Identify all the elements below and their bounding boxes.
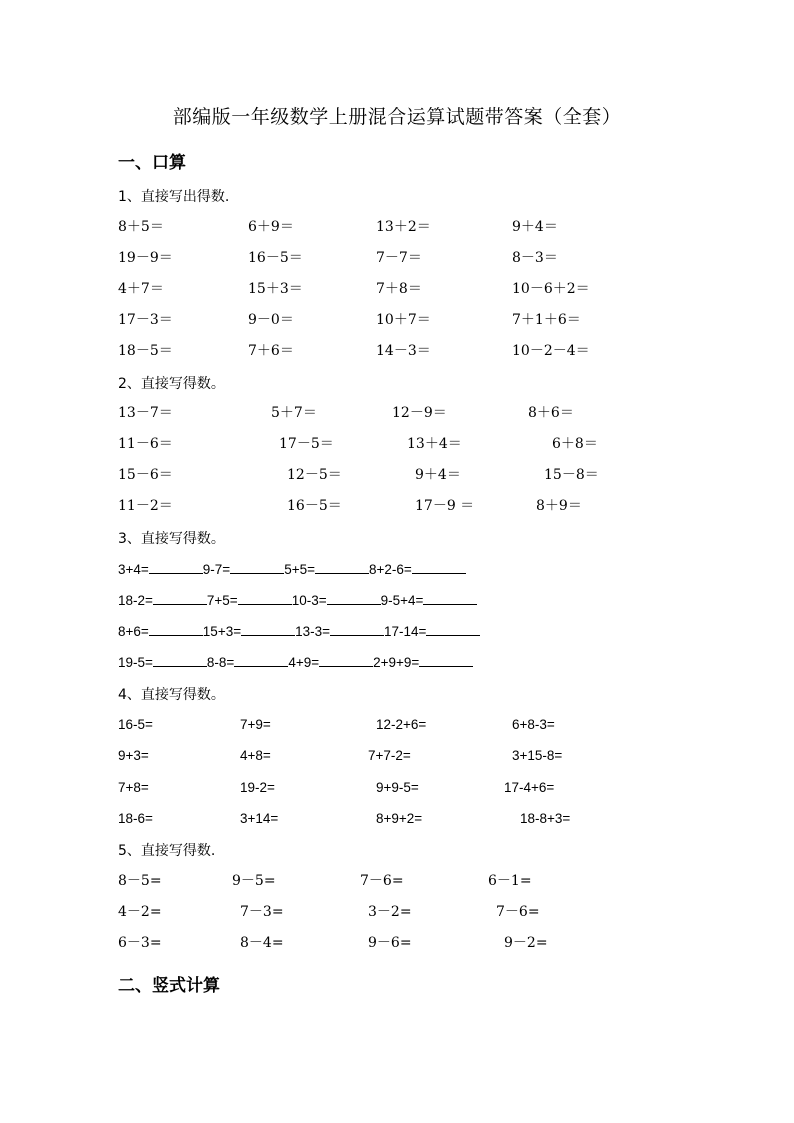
problem: 7+9=: [240, 717, 271, 732]
problem: 9＋4＝: [415, 467, 461, 483]
problem: 12-2+6=: [376, 717, 427, 732]
problem: 10-3=: [291, 593, 327, 608]
q5-row: [0, 902, 794, 922]
problem: 15+3=: [202, 624, 242, 639]
answer-blank[interactable]: [330, 621, 384, 636]
problem: 17-4+6=: [504, 780, 555, 795]
answer-blank[interactable]: [412, 559, 466, 574]
problem: 7＋8＝: [376, 281, 422, 297]
problem: 5+5=: [284, 562, 315, 577]
problem: 17-14=: [384, 624, 427, 639]
answer-blank[interactable]: [238, 590, 292, 605]
problem: 17－9 ＝: [415, 498, 475, 514]
problem: 9-7=: [202, 562, 231, 577]
problem: 4+9=: [288, 655, 320, 670]
q2-row: [0, 434, 794, 454]
problem: 4＋7＝: [118, 281, 164, 297]
q2-row: [0, 496, 794, 516]
problem: 7＋6＝: [248, 343, 294, 359]
problem: 7－7＝: [376, 250, 422, 266]
problem: 8+2-6=: [369, 562, 412, 577]
problem: 15＋3＝: [248, 281, 303, 297]
problem: 8+6=: [118, 624, 149, 639]
problem: 2+9+9=: [373, 655, 420, 670]
answer-blank[interactable]: [153, 652, 207, 667]
problem: 13-3=: [295, 624, 330, 639]
q5-row: [0, 871, 794, 891]
problem: 8+9+2=: [376, 811, 423, 826]
problem: 19－9＝: [118, 250, 173, 266]
problem: 8-8=: [206, 655, 235, 670]
problem: 12－9＝: [392, 405, 447, 421]
problem: 8＋5＝: [118, 219, 164, 235]
problem: 6＋9＝: [248, 219, 294, 235]
problem: 17－3＝: [118, 312, 173, 328]
problem: 9-5+4=: [380, 593, 424, 608]
answer-blank[interactable]: [230, 559, 284, 574]
problem: 12－5＝: [287, 467, 342, 483]
problem: 3+14=: [240, 811, 279, 826]
problem: 5＋7＝: [271, 405, 317, 421]
q4-row: [0, 778, 794, 798]
problem: 9－5=: [232, 873, 276, 889]
problem: 6－3=: [118, 935, 162, 951]
problem: 3－2=: [368, 904, 412, 920]
problem: 7－3=: [240, 904, 284, 920]
problem: 7－6=: [496, 904, 540, 920]
subsection-heading-4: 4、直接写得数。: [118, 687, 225, 703]
answer-blank[interactable]: [419, 652, 473, 667]
problem: 19-2=: [240, 780, 275, 795]
answer-blank[interactable]: [426, 621, 480, 636]
answer-blank[interactable]: [153, 590, 207, 605]
problem: 4－2=: [118, 904, 162, 920]
problem: 10－2－4＝: [512, 343, 590, 359]
problem: 11－2＝: [118, 498, 173, 514]
problem: 18-8+3=: [520, 811, 571, 826]
problem: 9－0＝: [248, 312, 294, 328]
problem: 18-2=: [118, 593, 153, 608]
problem: 14－3＝: [376, 343, 431, 359]
problem: 7+5=: [206, 593, 238, 608]
problem: 6－1=: [488, 873, 532, 889]
subsection-heading-1: 1、直接写出得数.: [118, 189, 230, 205]
section-heading-vertical: 二、竖式计算: [118, 976, 220, 996]
problem: 19-5=: [118, 655, 153, 670]
q3-row: [118, 621, 480, 641]
q2-row: [0, 465, 794, 485]
q2-row: [0, 403, 794, 423]
problem: 15－8＝: [544, 467, 599, 483]
q1-row: [0, 217, 794, 237]
problem: 8－4=: [240, 935, 284, 951]
problem: 9－2=: [504, 935, 548, 951]
problem: 18－5＝: [118, 343, 173, 359]
subsection-heading-5: 5、直接写得数.: [118, 843, 216, 859]
q5-row: [0, 933, 794, 953]
problem: 13－7＝: [118, 405, 173, 421]
problem: 8＋9＝: [536, 498, 582, 514]
problem: 18-6=: [118, 811, 153, 826]
q3-row: [118, 590, 477, 610]
q3-row: [118, 559, 466, 579]
problem: 7+7-2=: [368, 748, 411, 763]
q4-row: [0, 809, 794, 829]
answer-blank[interactable]: [319, 652, 373, 667]
problem: 7－6=: [360, 873, 404, 889]
problem: 8－3＝: [512, 250, 558, 266]
q1-row: [0, 279, 794, 299]
problem: 16－5＝: [248, 250, 303, 266]
problem: 16－5＝: [287, 498, 342, 514]
problem: 8－5=: [118, 873, 162, 889]
q4-row: [0, 746, 794, 766]
answer-blank[interactable]: [241, 621, 295, 636]
problem: 9+3=: [118, 748, 149, 763]
answer-blank[interactable]: [327, 590, 381, 605]
q1-row: [0, 248, 794, 268]
problem: 13＋4＝: [407, 436, 462, 452]
problem: 15－6＝: [118, 467, 173, 483]
problem: 3+4=: [118, 562, 149, 577]
problem: 7+8=: [118, 780, 149, 795]
answer-blank[interactable]: [234, 652, 288, 667]
problem: 17－5＝: [279, 436, 334, 452]
problem: 8＋6＝: [528, 405, 574, 421]
problem: 6＋8＝: [552, 436, 598, 452]
problem: 16-5=: [118, 717, 153, 732]
problem: 3+15-8=: [512, 748, 563, 763]
section-heading-oral: 一、口算: [118, 153, 186, 173]
subsection-heading-2: 2、直接写得数。: [118, 376, 225, 392]
problem: 7＋1＋6＝: [512, 312, 581, 328]
problem: 10－6＋2＝: [512, 281, 590, 297]
subsection-heading-3: 3、直接写得数。: [118, 531, 225, 547]
page-title: 部编版一年级数学上册混合运算试题带答案（全套）: [172, 106, 622, 128]
q3-row: [118, 652, 473, 672]
q1-row: [0, 310, 794, 330]
problem: 13＋2＝: [376, 219, 431, 235]
q1-row: [0, 341, 794, 361]
answer-blank[interactable]: [149, 621, 203, 636]
answer-blank[interactable]: [423, 590, 477, 605]
problem: 9＋4＝: [512, 219, 558, 235]
problem: 9+9-5=: [376, 780, 419, 795]
q4-row: [0, 715, 794, 735]
answer-blank[interactable]: [149, 559, 203, 574]
problem: 11－6＝: [118, 436, 173, 452]
problem: 9－6=: [368, 935, 412, 951]
problem: 10＋7＝: [376, 312, 431, 328]
problem: 6+8-3=: [512, 717, 555, 732]
answer-blank[interactable]: [315, 559, 369, 574]
problem: 4+8=: [240, 748, 271, 763]
